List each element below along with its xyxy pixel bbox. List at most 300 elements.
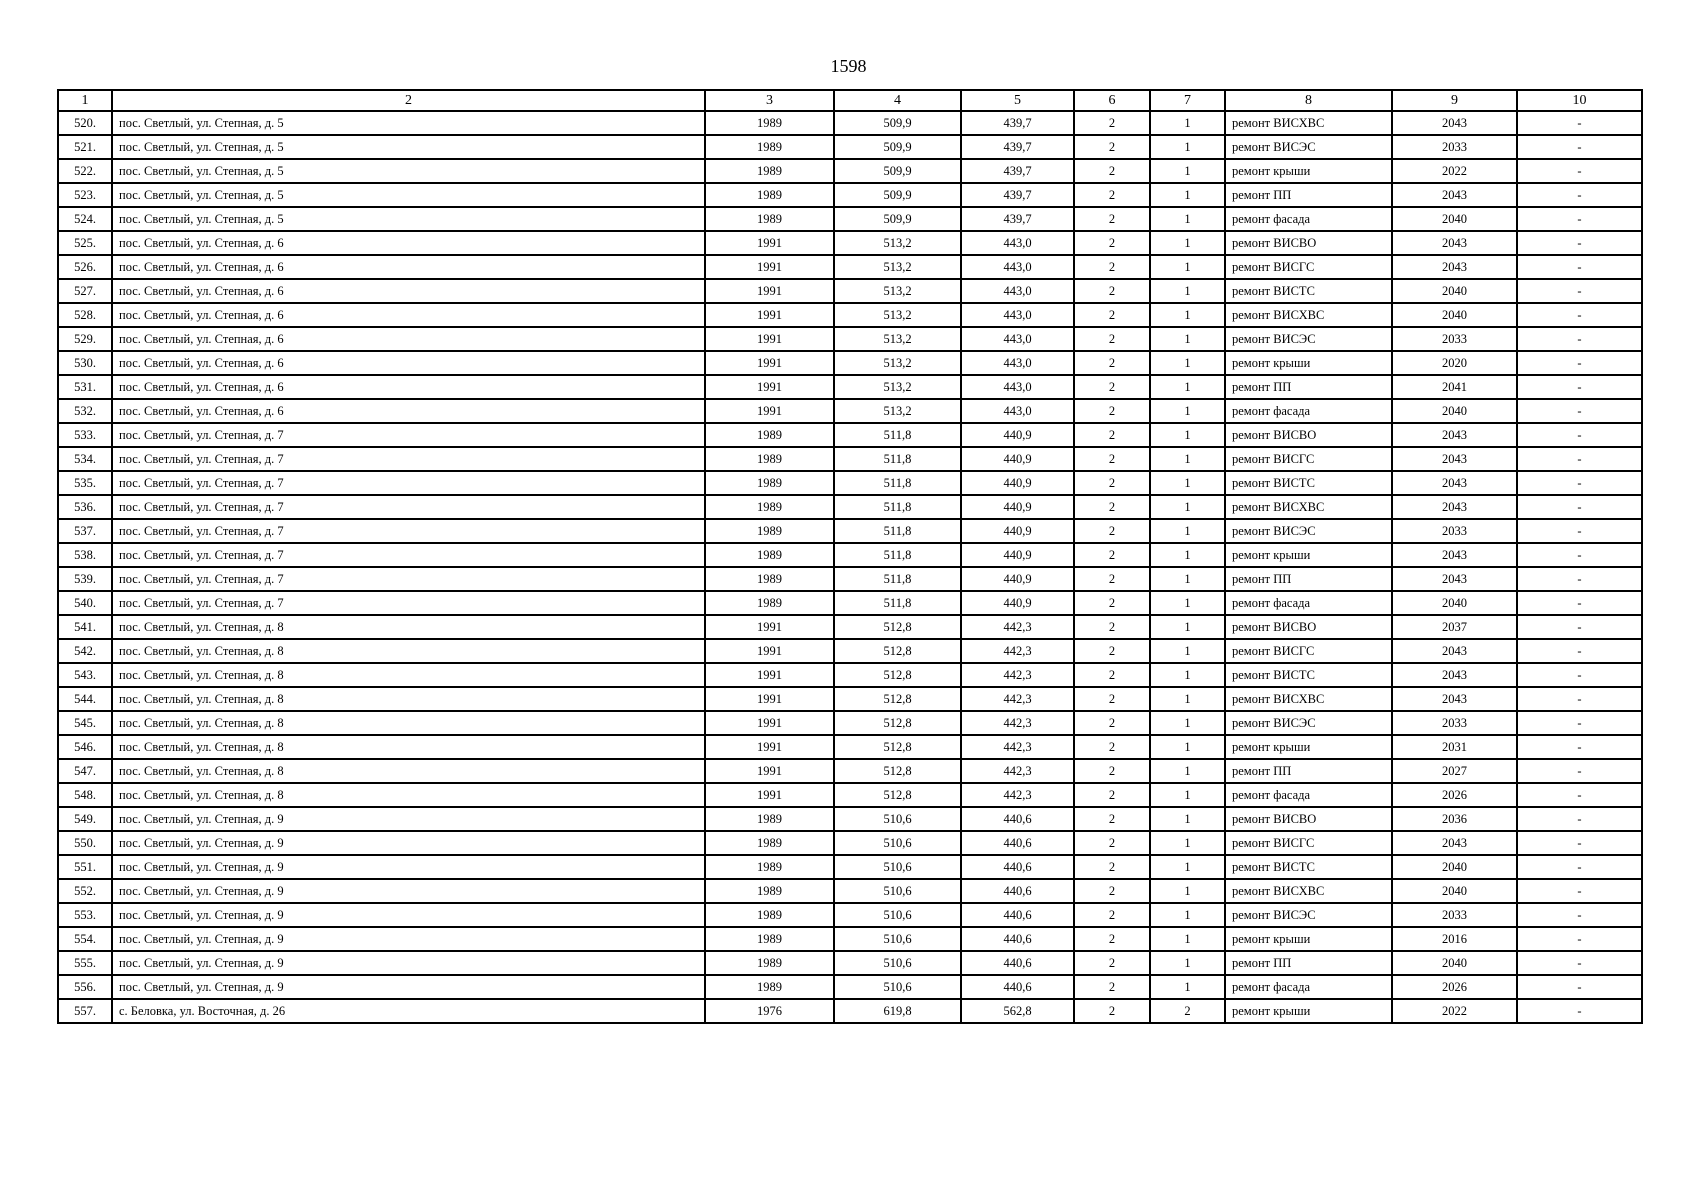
cell-planned-year: 2043 — [1392, 663, 1517, 687]
cell-build-year: 1991 — [705, 783, 834, 807]
cell-entrances: 1 — [1150, 183, 1225, 207]
cell-total-area: 513,2 — [834, 351, 961, 375]
cell-living-area: 442,3 — [961, 615, 1074, 639]
cell-build-year: 1991 — [705, 711, 834, 735]
cell-row-number: 539. — [58, 567, 112, 591]
cell-note: - — [1517, 471, 1642, 495]
cell-entrances: 1 — [1150, 903, 1225, 927]
cell-address: пос. Светлый, ул. Степная, д. 6 — [112, 231, 705, 255]
cell-planned-year: 2040 — [1392, 855, 1517, 879]
cell-floors: 2 — [1074, 519, 1150, 543]
cell-work-type: ремонт крыши — [1225, 927, 1392, 951]
cell-total-area: 513,2 — [834, 255, 961, 279]
cell-note: - — [1517, 975, 1642, 999]
cell-entrances: 1 — [1150, 831, 1225, 855]
cell-living-area: 440,9 — [961, 447, 1074, 471]
cell-floors: 2 — [1074, 951, 1150, 975]
cell-note: - — [1517, 327, 1642, 351]
cell-total-area: 509,9 — [834, 111, 961, 135]
cell-note: - — [1517, 855, 1642, 879]
cell-build-year: 1991 — [705, 327, 834, 351]
cell-floors: 2 — [1074, 303, 1150, 327]
cell-planned-year: 2041 — [1392, 375, 1517, 399]
cell-entrances: 2 — [1150, 999, 1225, 1023]
cell-row-number: 528. — [58, 303, 112, 327]
cell-floors: 2 — [1074, 831, 1150, 855]
cell-row-number: 530. — [58, 351, 112, 375]
cell-build-year: 1991 — [705, 399, 834, 423]
table-row — [58, 183, 1642, 207]
table-row — [58, 879, 1642, 903]
cell-entrances: 1 — [1150, 423, 1225, 447]
cell-note: - — [1517, 351, 1642, 375]
cell-address: пос. Светлый, ул. Степная, д. 8 — [112, 759, 705, 783]
table-row — [58, 543, 1642, 567]
cell-build-year: 1989 — [705, 471, 834, 495]
cell-entrances: 1 — [1150, 279, 1225, 303]
table-row — [58, 903, 1642, 927]
cell-living-area: 439,7 — [961, 111, 1074, 135]
column-header-5: 5 — [961, 90, 1074, 111]
cell-note: - — [1517, 375, 1642, 399]
cell-row-number: 542. — [58, 639, 112, 663]
cell-row-number: 520. — [58, 111, 112, 135]
cell-note: - — [1517, 807, 1642, 831]
table-row — [58, 423, 1642, 447]
cell-living-area: 439,7 — [961, 183, 1074, 207]
table-row — [58, 279, 1642, 303]
cell-floors: 2 — [1074, 567, 1150, 591]
cell-floors: 2 — [1074, 183, 1150, 207]
cell-build-year: 1989 — [705, 519, 834, 543]
cell-entrances: 1 — [1150, 735, 1225, 759]
cell-entrances: 1 — [1150, 135, 1225, 159]
cell-work-type: ремонт фасада — [1225, 975, 1392, 999]
cell-address: пос. Светлый, ул. Степная, д. 5 — [112, 183, 705, 207]
cell-work-type: ремонт ВИСЭС — [1225, 711, 1392, 735]
cell-living-area: 440,6 — [961, 903, 1074, 927]
cell-planned-year: 2022 — [1392, 999, 1517, 1023]
cell-build-year: 1991 — [705, 303, 834, 327]
cell-planned-year: 2033 — [1392, 327, 1517, 351]
cell-address: пос. Светлый, ул. Степная, д. 6 — [112, 303, 705, 327]
cell-build-year: 1989 — [705, 975, 834, 999]
table-row — [58, 687, 1642, 711]
cell-work-type: ремонт ПП — [1225, 183, 1392, 207]
cell-address: пос. Светлый, ул. Степная, д. 7 — [112, 495, 705, 519]
cell-note: - — [1517, 303, 1642, 327]
cell-note: - — [1517, 999, 1642, 1023]
cell-planned-year: 2040 — [1392, 279, 1517, 303]
cell-total-area: 510,6 — [834, 951, 961, 975]
cell-floors: 2 — [1074, 687, 1150, 711]
cell-total-area: 513,2 — [834, 327, 961, 351]
cell-row-number: 545. — [58, 711, 112, 735]
cell-total-area: 619,8 — [834, 999, 961, 1023]
cell-address: пос. Светлый, ул. Степная, д. 8 — [112, 711, 705, 735]
cell-total-area: 510,6 — [834, 903, 961, 927]
cell-build-year: 1989 — [705, 807, 834, 831]
table-row — [58, 639, 1642, 663]
cell-floors: 2 — [1074, 711, 1150, 735]
cell-entrances: 1 — [1150, 471, 1225, 495]
cell-row-number: 527. — [58, 279, 112, 303]
cell-address: пос. Светлый, ул. Степная, д. 6 — [112, 351, 705, 375]
cell-address: с. Беловка, ул. Восточная, д. 26 — [112, 999, 705, 1023]
cell-note: - — [1517, 639, 1642, 663]
cell-floors: 2 — [1074, 111, 1150, 135]
cell-row-number: 552. — [58, 879, 112, 903]
cell-build-year: 1991 — [705, 687, 834, 711]
cell-note: - — [1517, 111, 1642, 135]
cell-floors: 2 — [1074, 423, 1150, 447]
cell-floors: 2 — [1074, 543, 1150, 567]
cell-address: пос. Светлый, ул. Степная, д. 9 — [112, 855, 705, 879]
cell-address: пос. Светлый, ул. Степная, д. 9 — [112, 975, 705, 999]
cell-row-number: 549. — [58, 807, 112, 831]
table-row — [58, 231, 1642, 255]
cell-work-type: ремонт ВИСТС — [1225, 471, 1392, 495]
cell-floors: 2 — [1074, 351, 1150, 375]
cell-planned-year: 2016 — [1392, 927, 1517, 951]
cell-living-area: 562,8 — [961, 999, 1074, 1023]
cell-living-area: 443,0 — [961, 279, 1074, 303]
cell-entrances: 1 — [1150, 783, 1225, 807]
cell-address: пос. Светлый, ул. Степная, д. 8 — [112, 783, 705, 807]
cell-note: - — [1517, 447, 1642, 471]
cell-living-area: 443,0 — [961, 255, 1074, 279]
cell-address: пос. Светлый, ул. Степная, д. 6 — [112, 279, 705, 303]
cell-work-type: ремонт ВИСВО — [1225, 807, 1392, 831]
cell-row-number: 551. — [58, 855, 112, 879]
cell-note: - — [1517, 159, 1642, 183]
cell-work-type: ремонт ВИСТС — [1225, 663, 1392, 687]
cell-build-year: 1989 — [705, 447, 834, 471]
cell-floors: 2 — [1074, 159, 1150, 183]
cell-planned-year: 2033 — [1392, 519, 1517, 543]
cell-work-type: ремонт крыши — [1225, 543, 1392, 567]
cell-total-area: 510,6 — [834, 831, 961, 855]
cell-planned-year: 2033 — [1392, 135, 1517, 159]
cell-entrances: 1 — [1150, 207, 1225, 231]
cell-living-area: 440,9 — [961, 543, 1074, 567]
cell-address: пос. Светлый, ул. Степная, д. 8 — [112, 615, 705, 639]
cell-address: пос. Светлый, ул. Степная, д. 7 — [112, 519, 705, 543]
cell-floors: 2 — [1074, 879, 1150, 903]
cell-total-area: 510,6 — [834, 927, 961, 951]
cell-planned-year: 2043 — [1392, 111, 1517, 135]
cell-floors: 2 — [1074, 663, 1150, 687]
cell-total-area: 512,8 — [834, 735, 961, 759]
cell-entrances: 1 — [1150, 615, 1225, 639]
cell-address: пос. Светлый, ул. Степная, д. 9 — [112, 903, 705, 927]
cell-note: - — [1517, 519, 1642, 543]
table-row — [58, 951, 1642, 975]
cell-entrances: 1 — [1150, 639, 1225, 663]
cell-total-area: 511,8 — [834, 567, 961, 591]
cell-total-area: 513,2 — [834, 375, 961, 399]
cell-build-year: 1989 — [705, 591, 834, 615]
cell-living-area: 440,6 — [961, 879, 1074, 903]
cell-row-number: 553. — [58, 903, 112, 927]
cell-entrances: 1 — [1150, 255, 1225, 279]
cell-total-area: 511,8 — [834, 495, 961, 519]
cell-entrances: 1 — [1150, 759, 1225, 783]
cell-work-type: ремонт ПП — [1225, 375, 1392, 399]
column-header-2: 2 — [112, 90, 705, 111]
cell-planned-year: 2043 — [1392, 831, 1517, 855]
cell-total-area: 509,9 — [834, 135, 961, 159]
cell-planned-year: 2043 — [1392, 639, 1517, 663]
cell-row-number: 529. — [58, 327, 112, 351]
cell-row-number: 544. — [58, 687, 112, 711]
cell-row-number: 535. — [58, 471, 112, 495]
cell-work-type: ремонт ВИСЭС — [1225, 519, 1392, 543]
cell-row-number: 555. — [58, 951, 112, 975]
cell-floors: 2 — [1074, 855, 1150, 879]
cell-row-number: 538. — [58, 543, 112, 567]
cell-work-type: ремонт ВИСТС — [1225, 279, 1392, 303]
cell-entrances: 1 — [1150, 303, 1225, 327]
cell-work-type: ремонт ВИСВО — [1225, 231, 1392, 255]
cell-total-area: 511,8 — [834, 471, 961, 495]
cell-living-area: 440,6 — [961, 975, 1074, 999]
cell-floors: 2 — [1074, 783, 1150, 807]
cell-row-number: 525. — [58, 231, 112, 255]
table-row — [58, 159, 1642, 183]
cell-build-year: 1976 — [705, 999, 834, 1023]
cell-floors: 2 — [1074, 471, 1150, 495]
table-row — [58, 375, 1642, 399]
cell-row-number: 541. — [58, 615, 112, 639]
cell-entrances: 1 — [1150, 231, 1225, 255]
cell-row-number: 556. — [58, 975, 112, 999]
table-row — [58, 303, 1642, 327]
cell-build-year: 1989 — [705, 855, 834, 879]
cell-address: пос. Светлый, ул. Степная, д. 8 — [112, 639, 705, 663]
cell-note: - — [1517, 687, 1642, 711]
table-row — [58, 447, 1642, 471]
cell-work-type: ремонт ПП — [1225, 759, 1392, 783]
cell-work-type: ремонт ПП — [1225, 567, 1392, 591]
table-row — [58, 111, 1642, 135]
cell-total-area: 509,9 — [834, 183, 961, 207]
table-row — [58, 759, 1642, 783]
column-header-9: 9 — [1392, 90, 1517, 111]
table-row — [58, 999, 1642, 1023]
table-row — [58, 783, 1642, 807]
cell-note: - — [1517, 495, 1642, 519]
cell-entrances: 1 — [1150, 807, 1225, 831]
cell-floors: 2 — [1074, 759, 1150, 783]
table-row — [58, 831, 1642, 855]
cell-floors: 2 — [1074, 903, 1150, 927]
table-row — [58, 975, 1642, 999]
cell-living-area: 440,6 — [961, 951, 1074, 975]
cell-entrances: 1 — [1150, 447, 1225, 471]
cell-total-area: 512,8 — [834, 783, 961, 807]
cell-work-type: ремонт крыши — [1225, 351, 1392, 375]
table-row — [58, 471, 1642, 495]
cell-total-area: 511,8 — [834, 447, 961, 471]
table-row — [58, 495, 1642, 519]
cell-note: - — [1517, 543, 1642, 567]
cell-address: пос. Светлый, ул. Степная, д. 5 — [112, 135, 705, 159]
cell-entrances: 1 — [1150, 687, 1225, 711]
cell-note: - — [1517, 663, 1642, 687]
cell-planned-year: 2031 — [1392, 735, 1517, 759]
cell-note: - — [1517, 831, 1642, 855]
table-row — [58, 519, 1642, 543]
cell-floors: 2 — [1074, 279, 1150, 303]
cell-living-area: 439,7 — [961, 159, 1074, 183]
cell-total-area: 510,6 — [834, 807, 961, 831]
cell-total-area: 511,8 — [834, 519, 961, 543]
cell-row-number: 524. — [58, 207, 112, 231]
cell-note: - — [1517, 231, 1642, 255]
cell-living-area: 440,9 — [961, 471, 1074, 495]
table-row — [58, 807, 1642, 831]
column-header-7: 7 — [1150, 90, 1225, 111]
cell-living-area: 440,9 — [961, 567, 1074, 591]
cell-work-type: ремонт ВИСХВС — [1225, 111, 1392, 135]
cell-note: - — [1517, 135, 1642, 159]
cell-address: пос. Светлый, ул. Степная, д. 9 — [112, 807, 705, 831]
cell-planned-year: 2036 — [1392, 807, 1517, 831]
cell-total-area: 512,8 — [834, 639, 961, 663]
cell-total-area: 512,8 — [834, 759, 961, 783]
cell-planned-year: 2027 — [1392, 759, 1517, 783]
cell-build-year: 1991 — [705, 663, 834, 687]
cell-build-year: 1991 — [705, 279, 834, 303]
cell-planned-year: 2037 — [1392, 615, 1517, 639]
cell-build-year: 1989 — [705, 207, 834, 231]
cell-planned-year: 2020 — [1392, 351, 1517, 375]
cell-note: - — [1517, 711, 1642, 735]
cell-total-area: 513,2 — [834, 399, 961, 423]
cell-build-year: 1991 — [705, 351, 834, 375]
table-row — [58, 615, 1642, 639]
cell-floors: 2 — [1074, 975, 1150, 999]
cell-total-area: 511,8 — [834, 543, 961, 567]
cell-work-type: ремонт ВИСЭС — [1225, 135, 1392, 159]
cell-work-type: ремонт крыши — [1225, 735, 1392, 759]
cell-planned-year: 2040 — [1392, 591, 1517, 615]
cell-living-area: 442,3 — [961, 759, 1074, 783]
cell-planned-year: 2043 — [1392, 447, 1517, 471]
table-row — [58, 399, 1642, 423]
cell-entrances: 1 — [1150, 399, 1225, 423]
cell-row-number: 526. — [58, 255, 112, 279]
cell-entrances: 1 — [1150, 711, 1225, 735]
cell-build-year: 1989 — [705, 879, 834, 903]
cell-build-year: 1989 — [705, 183, 834, 207]
cell-address: пос. Светлый, ул. Степная, д. 9 — [112, 951, 705, 975]
cell-note: - — [1517, 735, 1642, 759]
table-row — [58, 735, 1642, 759]
cell-entrances: 1 — [1150, 951, 1225, 975]
cell-floors: 2 — [1074, 375, 1150, 399]
cell-entrances: 1 — [1150, 111, 1225, 135]
cell-work-type: ремонт ВИСВО — [1225, 423, 1392, 447]
cell-planned-year: 2040 — [1392, 207, 1517, 231]
cell-build-year: 1991 — [705, 375, 834, 399]
cell-build-year: 1989 — [705, 903, 834, 927]
cell-work-type: ремонт ПП — [1225, 951, 1392, 975]
cell-row-number: 540. — [58, 591, 112, 615]
cell-work-type: ремонт фасада — [1225, 783, 1392, 807]
cell-address: пос. Светлый, ул. Степная, д. 7 — [112, 423, 705, 447]
cell-work-type: ремонт фасада — [1225, 399, 1392, 423]
cell-work-type: ремонт крыши — [1225, 159, 1392, 183]
cell-living-area: 443,0 — [961, 351, 1074, 375]
table-row — [58, 351, 1642, 375]
cell-planned-year: 2043 — [1392, 231, 1517, 255]
cell-build-year: 1989 — [705, 567, 834, 591]
cell-planned-year: 2033 — [1392, 903, 1517, 927]
cell-total-area: 511,8 — [834, 423, 961, 447]
column-header-4: 4 — [834, 90, 961, 111]
cell-entrances: 1 — [1150, 375, 1225, 399]
cell-build-year: 1989 — [705, 495, 834, 519]
cell-build-year: 1989 — [705, 423, 834, 447]
column-header-1: 1 — [58, 90, 112, 111]
cell-note: - — [1517, 783, 1642, 807]
header-row — [58, 90, 1642, 111]
cell-living-area: 442,3 — [961, 735, 1074, 759]
cell-note: - — [1517, 279, 1642, 303]
cell-entrances: 1 — [1150, 879, 1225, 903]
cell-planned-year: 2043 — [1392, 183, 1517, 207]
cell-floors: 2 — [1074, 807, 1150, 831]
cell-living-area: 439,7 — [961, 135, 1074, 159]
cell-work-type: ремонт ВИСТС — [1225, 855, 1392, 879]
cell-entrances: 1 — [1150, 975, 1225, 999]
cell-living-area: 440,6 — [961, 831, 1074, 855]
cell-work-type: ремонт ВИСГС — [1225, 831, 1392, 855]
cell-address: пос. Светлый, ул. Степная, д. 9 — [112, 879, 705, 903]
cell-total-area: 512,8 — [834, 663, 961, 687]
table-row — [58, 663, 1642, 687]
cell-row-number: 546. — [58, 735, 112, 759]
cell-address: пос. Светлый, ул. Степная, д. 7 — [112, 591, 705, 615]
cell-address: пос. Светлый, ул. Степная, д. 6 — [112, 375, 705, 399]
cell-build-year: 1991 — [705, 759, 834, 783]
cell-address: пос. Светлый, ул. Степная, д. 7 — [112, 447, 705, 471]
cell-row-number: 554. — [58, 927, 112, 951]
cell-floors: 2 — [1074, 255, 1150, 279]
cell-floors: 2 — [1074, 639, 1150, 663]
cell-address: пос. Светлый, ул. Степная, д. 7 — [112, 567, 705, 591]
cell-total-area: 511,8 — [834, 591, 961, 615]
cell-planned-year: 2026 — [1392, 975, 1517, 999]
cell-build-year: 1989 — [705, 159, 834, 183]
cell-note: - — [1517, 183, 1642, 207]
cell-entrances: 1 — [1150, 519, 1225, 543]
cell-entrances: 1 — [1150, 855, 1225, 879]
cell-address: пос. Светлый, ул. Степная, д. 9 — [112, 927, 705, 951]
table-row — [58, 255, 1642, 279]
cell-note: - — [1517, 759, 1642, 783]
cell-address: пос. Светлый, ул. Степная, д. 7 — [112, 543, 705, 567]
cell-living-area: 440,9 — [961, 423, 1074, 447]
cell-living-area: 442,3 — [961, 711, 1074, 735]
data-table — [57, 89, 1643, 1024]
cell-build-year: 1991 — [705, 615, 834, 639]
cell-note: - — [1517, 567, 1642, 591]
cell-note: - — [1517, 927, 1642, 951]
cell-total-area: 510,6 — [834, 879, 961, 903]
